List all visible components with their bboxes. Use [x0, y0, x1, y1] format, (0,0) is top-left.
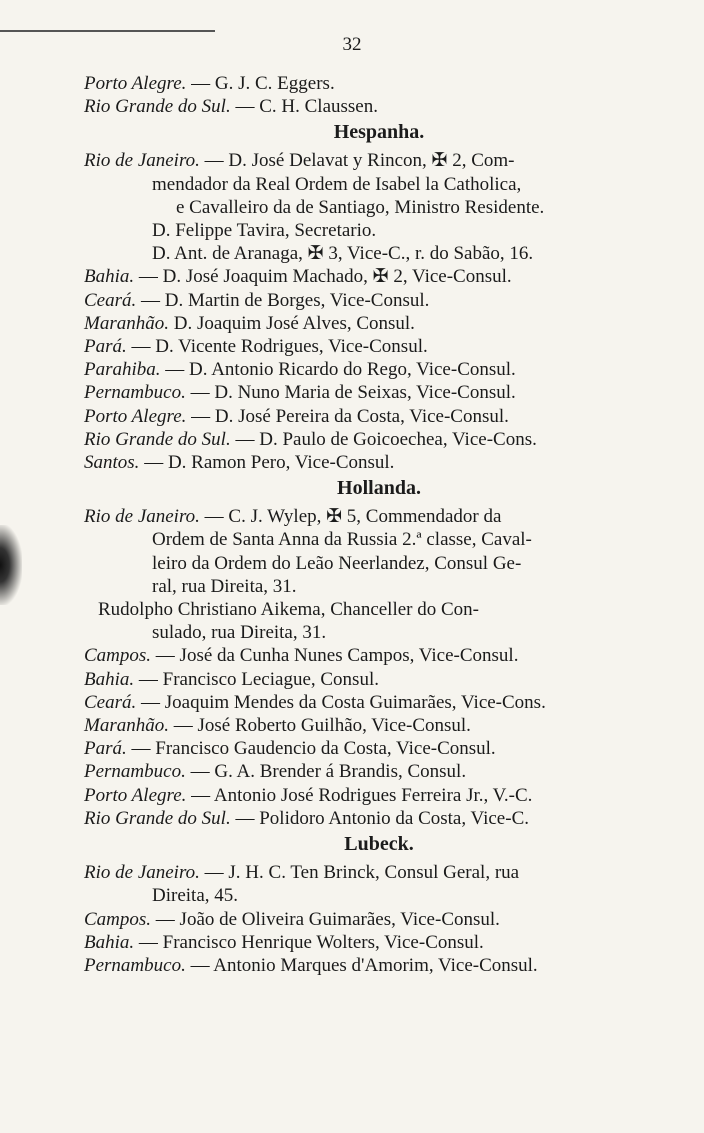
entry-line	[84, 931, 674, 954]
entry-line	[84, 358, 674, 381]
entry-text: D. Ant. de Aranaga, ✠ 3, Vice-C., r. do Sabão, 16.	[152, 243, 534, 265]
entry-text: — Joaquim Mendes da Costa Guimarães, Vice-Cons.	[136, 691, 546, 713]
entry-text: — D. Ramon Pero, Vice-Consul.	[139, 452, 395, 474]
place-name: Porto Alegre.	[84, 784, 187, 806]
place-name: Pernambuco.	[84, 382, 186, 404]
entry-line	[84, 72, 674, 95]
entry-text: — C. H. Claussen.	[230, 96, 378, 118]
consul-list	[84, 72, 674, 977]
entry-line	[84, 861, 674, 884]
entry-line	[84, 714, 674, 737]
entry-text: D. Felippe Tavira, Secretario.	[152, 220, 377, 242]
section-heading: Hespanha.	[333, 121, 425, 144]
entry-line	[84, 552, 674, 575]
entry-text: — D. Nuno Maria de Seixas, Vice-Consul.	[185, 382, 516, 404]
entry-text: Direita, 45.	[152, 885, 239, 907]
entry-line	[84, 908, 674, 931]
place-name: Pará.	[84, 738, 127, 760]
entry-text: — D. José Pereira da Costa, Vice-Consul.	[186, 405, 509, 427]
place-name: Rio Grande do Sul.	[84, 96, 231, 118]
entry-text: — Francisco Gaudencio da Costa, Vice-Consul.	[126, 738, 496, 760]
entry-text: — José Roberto Guilhão, Vice-Consul.	[168, 715, 471, 737]
section-heading: Lubeck.	[344, 833, 414, 856]
entry-text: — Francisco Henrique Wolters, Vice-Consul.	[134, 931, 484, 953]
entry-text: D. Joaquim José Alves, Consul.	[168, 312, 415, 334]
section-heading: Hollanda.	[337, 477, 421, 500]
entry-text: — G. J. C. Eggers.	[186, 73, 335, 94]
entry-line	[84, 668, 674, 691]
entry-text: — Francisco Leciague, Consul.	[134, 668, 379, 690]
binding-shadow	[0, 525, 22, 605]
entry-text: sulado, rua Direita, 31.	[152, 622, 327, 644]
entry-line	[84, 954, 674, 977]
place-name: Pará.	[84, 336, 127, 358]
entry-line	[84, 807, 674, 830]
place-name: Ceará.	[84, 289, 137, 311]
entry-text: — Antonio Marques d'Amorim, Vice-Consul.	[185, 954, 538, 976]
place-name: Rio de Janeiro.	[84, 150, 200, 172]
entry-text: — D. Martin de Borges, Vice-Consul.	[136, 289, 430, 311]
entry-line	[84, 219, 674, 242]
place-name: Santos.	[84, 452, 140, 474]
place-name: Bahia.	[84, 266, 135, 288]
entry-line	[84, 737, 674, 760]
place-name: Maranhão.	[84, 312, 169, 334]
place-name: Rio de Janeiro.	[84, 862, 200, 884]
entry-line	[84, 760, 674, 783]
entry-text: Rudolpho Christiano Aikema, Chanceller do Con-	[98, 599, 480, 621]
entry-line	[84, 196, 674, 219]
entry-line	[84, 405, 674, 428]
entry-text: leiro da Ordem do Leão Neerlandez, Consul Ge-	[152, 552, 522, 574]
entry-text: — D. José Delavat y Rincon, ✠ 2, Com-	[199, 150, 515, 172]
entry-line	[84, 335, 674, 358]
place-name: Campos.	[84, 645, 152, 667]
place-name: Parahiba.	[84, 359, 161, 381]
entry-text: — João de Oliveira Guimarães, Vice-Consul.	[151, 908, 500, 930]
entry-line	[84, 173, 674, 196]
entry-line	[84, 289, 674, 312]
entry-text: — D. Antonio Ricardo do Rego, Vice-Consul.	[160, 359, 516, 381]
place-name: Campos.	[84, 908, 152, 930]
entry-line	[84, 644, 674, 667]
entry-line	[84, 784, 674, 807]
entry-text: — José da Cunha Nunes Campos, Vice-Consul.	[151, 645, 519, 667]
top-rule	[0, 30, 215, 32]
entry-line	[84, 884, 674, 907]
place-name: Porto Alegre.	[84, 73, 187, 94]
entry-line	[84, 149, 674, 172]
entry-text: — J. H. C. Ten Brinck, Consul Geral, rua	[199, 862, 520, 884]
entry-text: — Polidoro Antonio da Costa, Vice-C.	[230, 807, 529, 829]
place-name: Ceará.	[84, 691, 137, 713]
place-name: Maranhão.	[84, 715, 169, 737]
page-number: 32	[342, 34, 362, 55]
place-name: Rio Grande do Sul.	[84, 428, 231, 450]
place-name: Porto Alegre.	[84, 405, 187, 427]
entry-line	[84, 381, 674, 404]
entry-line	[84, 691, 674, 714]
entry-line	[84, 621, 674, 644]
entry-text: — D. José Joaquim Machado, ✠ 2, Vice-Consul.	[134, 266, 512, 288]
place-name: Bahia.	[84, 668, 135, 690]
entry-text: — D. Paulo de Goicoechea, Vice-Cons.	[230, 428, 537, 450]
entry-line	[84, 505, 674, 528]
entry-text: ral, rua Direita, 31.	[152, 575, 297, 597]
entry-line	[84, 598, 674, 621]
entry-line	[84, 451, 674, 474]
entry-line	[84, 312, 674, 335]
entry-text: — Antonio José Rodrigues Ferreira Jr., V.-C.	[186, 784, 533, 806]
entry-line	[84, 575, 674, 598]
entry-line	[84, 95, 674, 118]
place-name: Pernambuco.	[84, 761, 186, 783]
place-name: Bahia.	[84, 931, 135, 953]
entry-text: — D. Vicente Rodrigues, Vice-Consul.	[126, 336, 428, 358]
place-name: Rio de Janeiro.	[84, 506, 200, 528]
place-name: Pernambuco.	[84, 954, 186, 976]
place-name: Rio Grande do Sul.	[84, 807, 231, 829]
entry-line	[84, 428, 674, 451]
entry-line	[84, 528, 674, 551]
entry-text: — G. A. Brender á Brandis, Consul.	[185, 761, 467, 783]
entry-line	[84, 242, 674, 265]
entry-text: Ordem de Santa Anna da Russia 2.ª classe, Caval-	[152, 529, 532, 551]
entry-text: — C. J. Wylep, ✠ 5, Commendador da	[199, 506, 502, 528]
entry-line	[84, 265, 674, 288]
entry-text: mendador da Real Ordem de Isabel la Catholica,	[152, 173, 522, 195]
entry-text: e Cavalleiro da de Santiago, Ministro Residente.	[176, 196, 545, 218]
